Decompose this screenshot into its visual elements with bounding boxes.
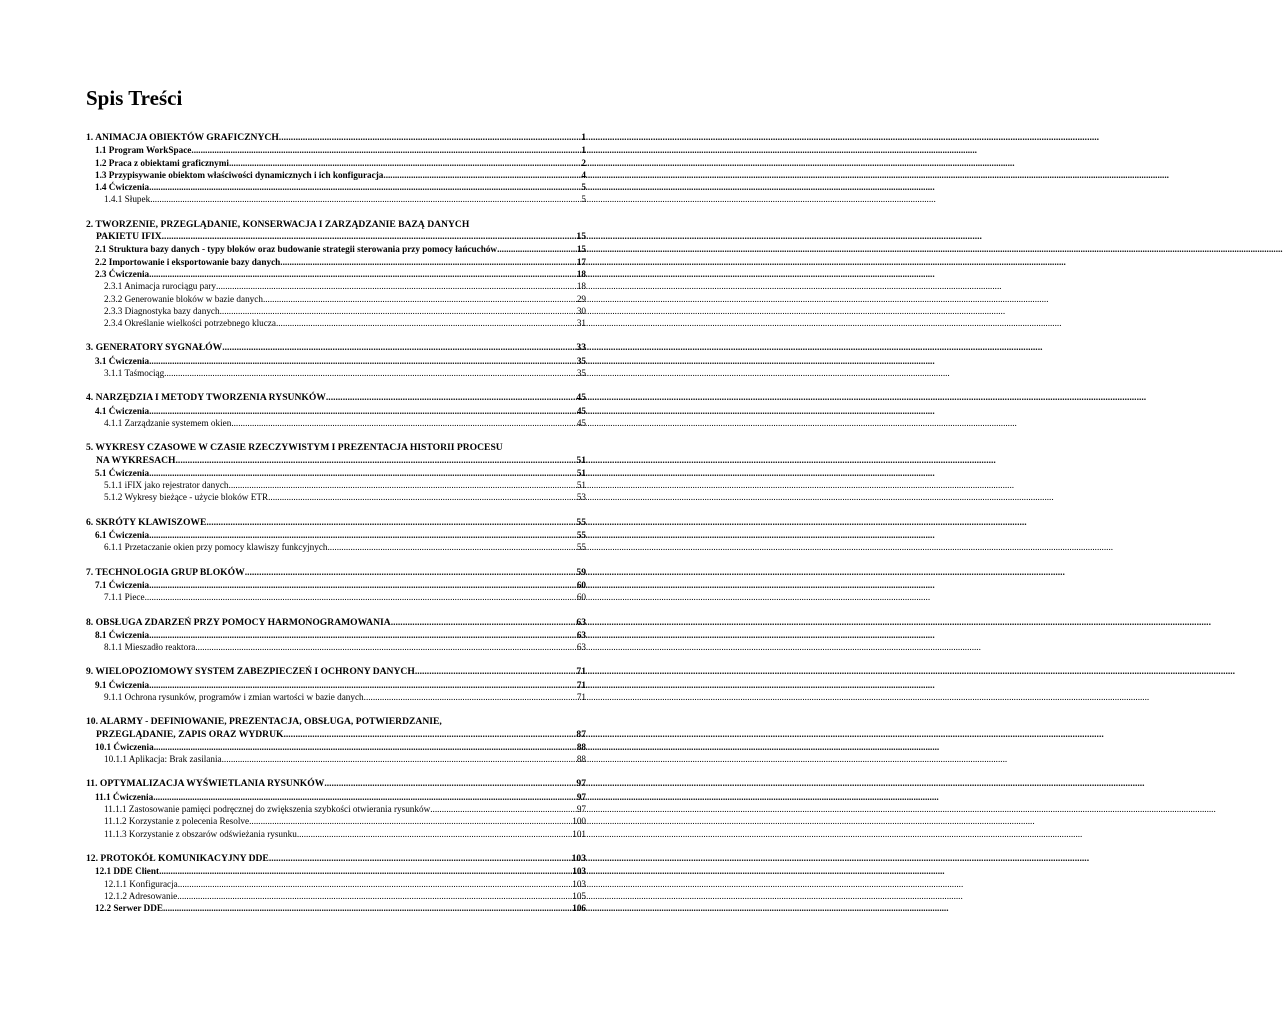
toc-entry-title: 1.4 Ćwiczenia [95,182,150,193]
toc-entry-title: 12.1 DDE Client [95,866,160,877]
toc-subsection-entry[interactable] [86,317,586,329]
toc-entry-title: 3. GENERATORY SYGNAŁÓW [86,342,223,354]
toc-dot-leader [229,479,577,491]
toc-chapter-entry[interactable] [86,853,586,865]
toc-section-entry[interactable] [86,268,586,280]
toc-dot-leader [149,355,577,367]
toc-page-number: 15 [576,244,586,255]
toc-section-entry[interactable] [86,256,586,268]
toc-dot-leader [326,392,577,404]
toc-entry-title: 12.1.1 Konfiguracja [104,878,178,889]
toc-entry-title: 5.1.1 iFIX jako rejestrator danych [104,480,229,491]
toc-entry-title: 2.3.2 Generowanie bloków w bazie danych [104,293,263,304]
toc-section-entry[interactable] [86,902,586,914]
toc-entry-title: 3.1.1 Taśmociąg [104,368,165,379]
toc-page-number: 1 [581,132,586,143]
toc-entry-title: PRZEGLĄDANIE, ZAPIS ORAZ WYDRUK [96,728,284,740]
toc-page-number: 63 [576,642,586,653]
toc-dot-leader [415,666,577,678]
toc-dot-leader [220,305,577,317]
toc-dot-leader [162,231,577,243]
toc-entry-title: 1.2 Praca z obiektami graficznymi [95,157,229,168]
toc-chapter-entry[interactable] [86,455,586,467]
toc-dot-leader [231,417,577,429]
toc-entry-title: 1.3 Przypisywanie obiektom właściwości dynamicznych i ich konfiguracja [95,169,384,180]
toc-chapter-heading-line: 2. TWORZENIE, PRZEGLĄDANIE, KONSERWACJA I ZARZĄDZANIE BAZĄ DANYCH [86,218,470,230]
toc-page-number: 88 [576,754,586,765]
toc-chapter-heading-line: 10. ALARMY - DEFINIOWANIE, PREZENTACJA, OBSŁUGA, POTWIERDZANIE, [86,716,442,728]
toc-page-number: 103 [572,878,586,889]
toc-page-number: 60 [576,579,586,590]
toc-page-number: 103 [571,852,586,864]
toc-page-number: 45 [576,405,586,416]
toc-subsection-entry[interactable] [86,479,586,491]
toc-chapter-entry[interactable] [86,778,586,790]
toc-section-entry[interactable] [86,355,586,367]
toc-dot-leader [364,691,577,703]
toc-dot-leader [324,778,576,790]
toc-dot-leader [328,541,577,553]
toc-page-number: 97 [576,804,586,815]
toc-section-entry[interactable] [86,169,586,181]
toc-dot-leader [164,367,577,379]
toc-subsection-entry[interactable] [86,828,586,840]
toc-page-number: 101 [572,828,586,839]
toc-dot-leader [249,815,572,827]
toc-subsection-entry[interactable] [86,491,586,503]
toc-entry-title: PAKIETU IFIX [96,231,162,243]
toc-entry-title: 11. OPTYMALIZACJA WYŚWIETLANIA RYSUNKÓW [86,778,325,790]
toc-page-number: 97 [576,791,586,802]
toc-subsection-entry[interactable] [86,280,586,292]
toc-entry-title: 8.1.1 Mieszadło reaktora [104,642,196,653]
toc-page-number: 29 [576,293,586,304]
toc-page-number: 55 [576,530,586,541]
toc-section-entry[interactable] [86,629,586,641]
toc-chapter-entry[interactable] [86,666,586,678]
toc-subsection-entry[interactable] [86,417,586,429]
toc-chapter-entry[interactable] [86,342,586,354]
toc-entry-title: 2.2 Importowanie i eksportowanie bazy danych [95,256,281,267]
toc-dot-leader [149,268,577,280]
toc-chapter-entry[interactable] [86,567,586,579]
toc-subsection-entry[interactable] [86,591,586,603]
toc-page-number: 30 [576,305,586,316]
toc-section-entry[interactable] [86,865,586,877]
toc-dot-leader [279,132,581,144]
toc-entry-title: 7. TECHNOLOGIA GRUP BLOKÓW [86,566,245,578]
toc-page-number: 105 [572,890,586,901]
toc-dot-leader [216,280,577,292]
toc-page-number: 59 [576,566,586,578]
toc-entry-title: 4.1.1 Zarządzanie systemem okien [104,417,232,428]
toc-dot-leader [245,567,577,579]
toc-page-number: 17 [576,256,586,267]
toc-entry-title: 2.1 Struktura bazy danych - typy bloków oraz budowanie strategii sterowania przy pomocy łańcuchów [95,244,498,255]
toc-dot-leader [222,753,577,765]
toc-entry-title: 5.1 Ćwiczenia [95,467,150,478]
toc-dot-leader [149,579,577,591]
toc-entry-title: 2.3.1 Animacja rurociągu pary [104,281,216,292]
toc-entry-title: 11.1 Ćwiczenia [95,791,154,802]
toc-dot-leader [269,853,572,865]
toc-dot-leader [154,741,577,753]
toc-dot-leader [191,144,581,156]
toc-subsection-entry[interactable] [86,367,586,379]
toc-chapter-entry[interactable] [86,517,586,529]
toc-dot-leader [149,629,577,641]
toc-entry-title: 1.4.1 Słupek [104,194,151,205]
toc-entry-title: 3.1 Ćwiczenia [95,355,150,366]
toc-subsection-entry[interactable] [86,293,586,305]
toc-entry-title: 2.3.4 Określanie wielkości potrzebnego klucza [104,318,276,329]
toc-entry-title: 7.1.1 Piece [104,592,145,603]
toc-subsection-entry[interactable] [86,890,586,902]
toc-section-entry[interactable] [86,741,586,753]
toc-page-number: 106 [572,903,586,914]
toc-page-number: 51 [576,480,586,491]
toc-page-number: 18 [576,268,586,279]
toc-dot-leader [177,890,572,902]
toc-entry-title: 8.1 Ćwiczenia [95,629,150,640]
toc-page-number: 100 [572,816,586,827]
toc-page-number: 5 [581,194,586,205]
toc-dot-leader [283,729,576,741]
toc-page-number: 31 [576,318,586,329]
toc-dot-leader [163,902,572,914]
toc-chapter-entry[interactable] [86,617,586,629]
toc-dot-leader [149,181,581,193]
toc-page-number: 53 [576,492,586,503]
toc-entry-title: 8. OBSŁUGA ZDARZEŃ PRZY POMOCY HARMONOGRAMOWANIA [86,616,391,628]
toc-page-number: 45 [576,417,586,428]
toc-dot-leader [268,491,577,503]
toc-entry-title: 12.1.2 Adresowanie [104,890,178,901]
toc-dot-leader [159,865,572,877]
toc-chapter-entry[interactable] [86,729,586,741]
toc-page-number: 55 [576,542,586,553]
toc-dot-leader [206,517,576,529]
toc-entry-title: 2.3 Ćwiczenia [95,268,150,279]
toc-section-entry[interactable] [86,679,586,691]
toc-entry-title: 7.1 Ćwiczenia [95,579,150,590]
toc-dot-leader [263,293,577,305]
toc-entry-title: 12. PROTOKÓŁ KOMUNIKACYJNY DDE [86,852,269,864]
toc-section-entry[interactable] [86,467,586,479]
toc-page-number: 71 [576,666,586,678]
toc-chapter-heading-line: 5. WYKRESY CZASOWE W CZASIE RZECZYWISTYM I PREZENTACJA HISTORII PROCESU [86,442,503,454]
toc-subsection-entry[interactable] [86,305,586,317]
toc-chapter-entry[interactable] [86,231,586,243]
toc-section-entry[interactable] [86,405,586,417]
toc-chapter-entry[interactable] [86,392,586,404]
toc-section-entry[interactable] [86,791,586,803]
toc-section-entry[interactable] [86,157,586,169]
toc-page-number: 63 [576,629,586,640]
toc-entry-title: 4. NARZĘDZIA I METODY TWORZENIA RYSUNKÓW [86,392,326,404]
toc-entry-title: 10.1 Ćwiczenia [95,741,154,752]
page-title: Spis Treści [86,86,183,110]
toc-dot-leader [149,467,577,479]
toc-subsection-entry[interactable] [86,541,586,553]
toc-dot-leader [497,243,577,255]
toc-dot-leader [430,803,577,815]
toc-section-entry[interactable] [86,579,586,591]
toc-entry-title: NA WYKRESACH [96,454,176,466]
toc-subsection-entry[interactable] [86,193,586,205]
toc-section-entry[interactable] [86,181,586,193]
toc-dot-leader [391,617,577,629]
toc-subsection-entry[interactable] [86,878,586,890]
toc-page-number: 88 [576,741,586,752]
toc-dot-leader [176,455,577,467]
toc-dot-leader [149,405,577,417]
toc-entry-title: 2.3.3 Diagnostyka bazy danych [104,305,220,316]
toc-subsection-entry[interactable] [86,803,586,815]
toc-section-entry[interactable] [86,243,586,255]
toc-page-number: 1 [581,145,586,156]
toc-entry-title: 6.1 Ćwiczenia [95,530,150,541]
toc-entry-title: 6.1.1 Przetaczanie okien przy pomocy klawiszy funkcyjnych [104,542,328,553]
toc-page-number: 103 [572,866,586,877]
toc-dot-leader [145,591,577,603]
toc-dot-leader [229,157,581,169]
toc-dot-leader [222,342,576,354]
toc-entry-title: 11.1.3 Korzystanie z obszarów odświeżania rysunku [104,828,297,839]
toc-page-number: 5 [581,182,586,193]
toc-page-number: 18 [576,281,586,292]
toc-page-number: 63 [576,616,586,628]
toc-dot-leader [178,878,572,890]
toc-subsection-entry[interactable] [86,815,586,827]
toc-dot-leader [276,317,577,329]
toc-page-number: 71 [576,679,586,690]
toc-subsection-entry[interactable] [86,691,586,703]
toc-entry-title: 6. SKRÓTY KLAWISZOWE [86,516,207,528]
toc-dot-leader [280,256,577,268]
toc-page-number: 55 [576,516,586,528]
toc-dot-leader [149,529,577,541]
toc-dot-leader [383,169,581,181]
toc-page-number: 45 [576,392,586,404]
toc-page-number: 87 [576,728,586,740]
toc-page-number: 15 [576,231,586,243]
toc-entry-title: 9. WIELOPOZIOMOWY SYSTEM ZABEZPIECZEŃ I OCHRONY DANYCH [86,666,415,678]
toc-entry-title: 5.1.2 Wykresy bieżące - użycie bloków ETR [104,492,269,503]
toc-entry-title: 4.1 Ćwiczenia [95,405,150,416]
toc-entry-title: 9.1 Ćwiczenia [95,679,150,690]
toc-section-entry[interactable] [86,529,586,541]
toc-section-entry[interactable] [86,144,586,156]
toc-page-number: 71 [576,691,586,702]
toc-subsection-entry[interactable] [86,641,586,653]
toc-page-number: 4 [581,169,586,180]
toc-page-number: 51 [576,467,586,478]
toc-page-number: 60 [576,592,586,603]
toc-dot-leader [297,828,572,840]
toc-entry-title: 9.1.1 Ochrona rysunków, programów i zmian wartości w bazie danych [104,691,364,702]
toc-page-number: 35 [576,368,586,379]
toc-chapter-entry[interactable] [86,132,586,144]
toc-page-number: 35 [576,355,586,366]
toc-dot-leader [149,679,577,691]
toc-page-number: 97 [576,778,586,790]
toc-entry-title: 10.1.1 Aplikacja: Brak zasilania [104,754,222,765]
toc-page-number: 2 [581,157,586,168]
toc-page-number: 51 [576,454,586,466]
toc-entry-title: 11.1.1 Zastosowanie pamięci podręcznej do zwiększenia szybkości otwierania rysunków [104,804,431,815]
toc-dot-leader [195,641,576,653]
toc-entry-title: 11.1.2 Korzystanie z polecenia Resolve [104,816,250,827]
toc-subsection-entry[interactable] [86,753,586,765]
toc-page-number: 33 [576,342,586,354]
toc-entry-title: 1. ANIMACJA OBIEKTÓW GRAFICZNYCH [86,132,279,143]
toc-dot-leader [153,791,577,803]
toc-entry-title: 12.2 Serwer DDE [95,903,163,914]
toc-dot-leader [150,193,581,205]
table-of-contents [86,132,586,914]
toc-entry-title: 1.1 Program WorkSpace [95,145,192,156]
